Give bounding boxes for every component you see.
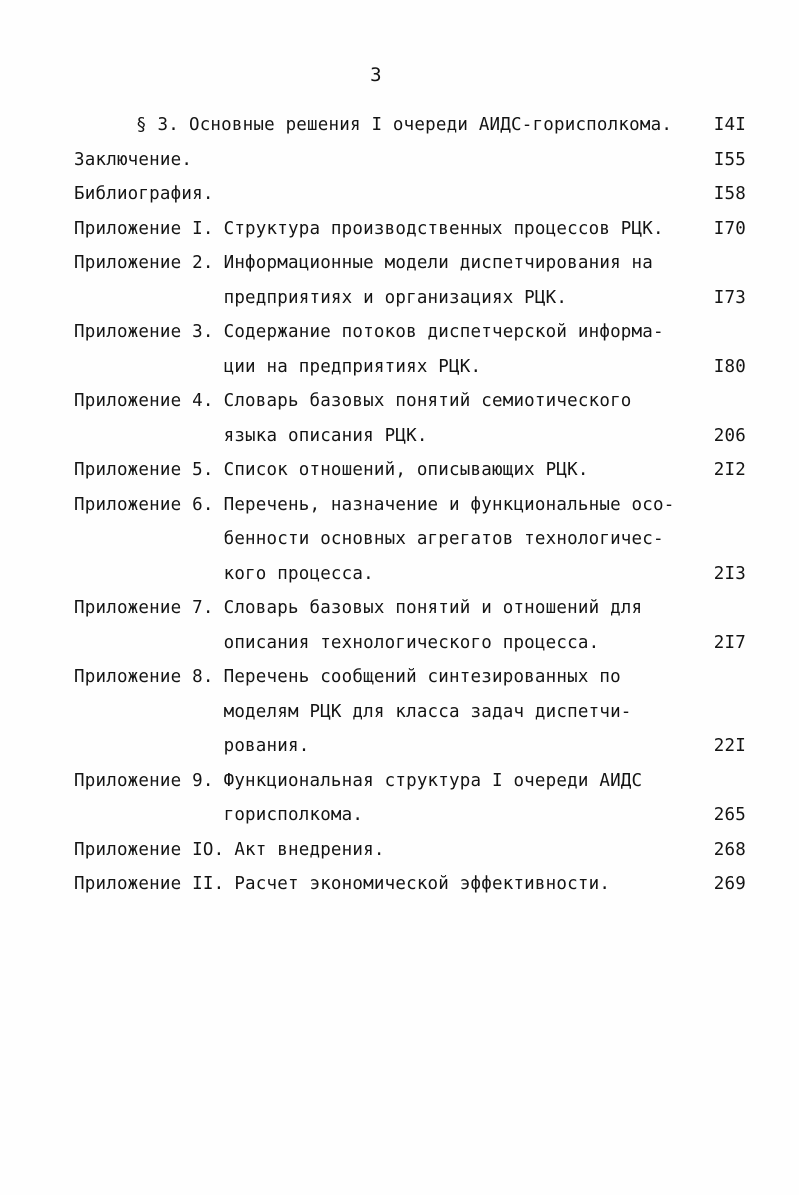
toc-page-number: I70: [713, 218, 746, 239]
toc-page-number: I73: [713, 287, 746, 308]
toc-entry: [74, 384, 746, 453]
toc-appendix-label: Приложение 9.: [74, 770, 214, 791]
toc-entry: [74, 453, 746, 488]
toc-appendix-label: Приложение 7.: [74, 598, 214, 618]
toc-appendix-label: Приложение 5.: [74, 460, 214, 480]
toc-entry-title: рования.: [223, 736, 310, 756]
toc-entry-title: Перечень, назначение и функциональные осо-: [223, 494, 675, 515]
page-number: 3: [370, 64, 382, 86]
toc-page-number: 2I2: [713, 460, 746, 480]
toc-entry-title: Структура производственных процессов РЦК.: [223, 218, 664, 239]
toc-page-number: 2I3: [713, 563, 746, 584]
toc-entry-title: Заключение.: [74, 149, 193, 170]
toc-entry: [74, 315, 746, 384]
toc-entry: [74, 177, 746, 212]
toc-page-number: 268: [713, 839, 746, 860]
toc-appendix-label: Приложение 6.: [74, 494, 214, 515]
toc-page-number: I80: [713, 356, 746, 377]
toc-page-number: 269: [713, 874, 746, 894]
toc-entry-title: Акт внедрения.: [234, 839, 385, 860]
toc-entry-title: Содержание потоков диспетчерской информа-: [223, 322, 664, 342]
toc-entry-title: горисполкома.: [223, 805, 364, 825]
toc-page-number: I58: [713, 184, 746, 204]
table-of-contents: [74, 108, 746, 902]
toc-entry: [74, 212, 746, 247]
toc-appendix-label: Приложение II.: [74, 874, 225, 894]
toc-page-number: 206: [713, 425, 746, 446]
toc-entry-title: описания технологического процесса.: [223, 632, 600, 653]
toc-entry-title: Словарь базовых понятий и отношений для: [223, 598, 643, 618]
toc-page-number: I55: [713, 149, 746, 170]
toc-page-number: 265: [713, 805, 746, 825]
toc-appendix-label: Приложение 3.: [74, 322, 214, 342]
toc-entry-title: Библиография.: [74, 184, 214, 204]
toc-entry: [74, 488, 746, 592]
toc-entry-title: бенности основных агрегатов технологичес-: [223, 529, 664, 549]
toc-entry: [74, 764, 746, 833]
toc-page-number: 22I: [713, 736, 746, 756]
toc-entry: [74, 660, 746, 764]
toc-entry-title: моделям РЦК для класса задач диспетчи-: [223, 701, 632, 722]
toc-entry: [74, 108, 746, 143]
toc-entry-title: предприятиях и организациях РЦК.: [223, 287, 568, 308]
toc-entry-title: Перечень сообщений синтезированных по: [223, 667, 621, 687]
toc-entry-title: языка описания РЦК.: [223, 425, 428, 446]
toc-entry-title: Словарь базовых понятий семиотического: [223, 391, 632, 411]
toc-appendix-label: Приложение 2.: [74, 253, 214, 273]
toc-entry-title: Основные решения I очереди АИДС-горисполкома.: [188, 115, 673, 135]
toc-entry-title: Функциональная структура I очереди АИДС: [223, 770, 643, 791]
toc-entry: [74, 591, 746, 660]
toc-entry: [74, 833, 746, 868]
toc-appendix-label: Приложение 8.: [74, 667, 214, 687]
toc-appendix-label: Приложение I.: [74, 218, 214, 239]
toc-section-label: § 3.: [136, 115, 179, 135]
toc-page-number: I4I: [713, 115, 746, 135]
toc-entry-title: Расчет экономической эффективности.: [234, 874, 611, 894]
toc-entry: [74, 867, 746, 902]
toc-appendix-label: Приложение 4.: [74, 391, 214, 411]
toc-entry-title: кого процесса.: [223, 563, 374, 584]
toc-entry-title: Список отношений, описывающих РЦК.: [223, 460, 589, 480]
toc-entry-title: ции на предприятиях РЦК.: [223, 356, 482, 377]
toc-entry: [74, 246, 746, 315]
toc-entry: [74, 143, 746, 178]
toc-page-number: 2I7: [713, 632, 746, 653]
toc-appendix-label: Приложение IO.: [74, 839, 225, 860]
toc-entry-title: Информационные модели диспетчирования на: [223, 253, 654, 273]
